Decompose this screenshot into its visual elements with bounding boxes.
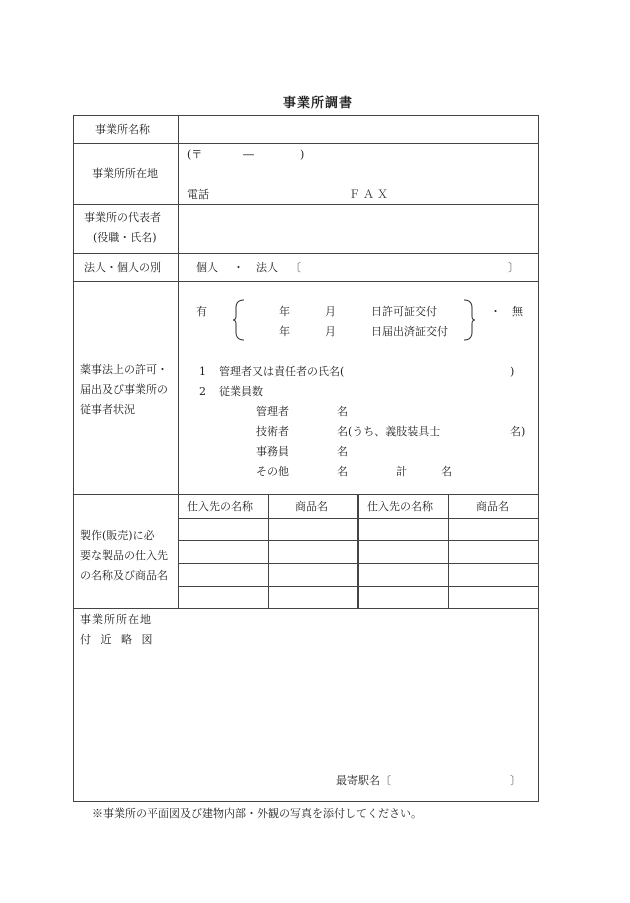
table-border-right [538, 115, 539, 802]
map-label-line1: 事業所所在地 [80, 613, 152, 626]
phone-label: 電話 [187, 188, 209, 201]
address-field[interactable] [180, 160, 536, 184]
total-label: 計 [396, 465, 407, 478]
left-brace-icon [232, 298, 246, 342]
supplier-grid-line [357, 494, 359, 608]
license-label-line1: 薬事法上の許可・ [80, 363, 168, 376]
row-divider [73, 143, 538, 144]
permit-month: 月 [325, 305, 336, 318]
postal-open: (〒 [187, 148, 203, 161]
permit-year: 年 [279, 305, 290, 318]
supplier-label-line2: 要な製品の仕入先 [80, 549, 168, 562]
representative-field[interactable] [180, 206, 536, 252]
product-name-header: 商品名 [476, 500, 509, 513]
business-name-field[interactable] [180, 117, 536, 142]
technician-unit: 名 [337, 425, 348, 438]
supplier-label-line1: 製作(販売)に必 [80, 529, 155, 542]
corporation-option[interactable]: 法人 [256, 261, 278, 274]
manager-label: 管理者 [256, 405, 289, 418]
row-divider [73, 281, 538, 282]
item2-number: 2 [199, 385, 206, 398]
table-border-left [73, 115, 74, 802]
supplier-name-header: 仕入先の名称 [367, 500, 433, 513]
row-divider [73, 608, 538, 609]
manager-unit: 名 [337, 405, 348, 418]
prosthetist-unit: 名) [510, 425, 526, 438]
notify-month: 月 [325, 325, 336, 338]
row-divider [73, 494, 538, 495]
table-border-top [73, 115, 538, 116]
supplier-name-header: 仕入先の名称 [187, 500, 253, 513]
individual-option[interactable]: 個人 [196, 261, 218, 274]
license-yes-option[interactable]: 有 [196, 305, 207, 318]
other-unit: 名 [337, 465, 348, 478]
supplier-label-line3: の名称及び商品名 [80, 569, 168, 582]
right-brace-icon [462, 298, 476, 342]
notify-year: 年 [279, 325, 290, 338]
supplier-grid-line [448, 494, 449, 608]
license-label-line2: 届出及び事業所の [80, 383, 168, 396]
fax-label: ＦＡＸ [349, 188, 391, 201]
entity-separator: ・ [233, 261, 244, 274]
other-label: その他 [256, 465, 289, 478]
clerk-unit: 名 [337, 445, 348, 458]
footnote: ※事業所の平面図及び建物内部・外観の写真を添付してください。 [92, 807, 422, 820]
manager-name-label: 管理者又は責任者の氏名( [219, 365, 345, 378]
map-area[interactable] [180, 612, 536, 762]
representative-sublabel: (役職・氏名) [93, 231, 157, 244]
row-divider [73, 204, 538, 205]
map-label-line2: 付 近 略 図 [80, 633, 156, 646]
nearest-station-close: 〕 [510, 774, 521, 787]
total-unit: 名 [441, 465, 452, 478]
nearest-station-label: 最寄駅名〔 [336, 774, 391, 787]
supplier-grid-line [268, 494, 269, 608]
notify-issued-label: 日届出済証交付 [371, 325, 448, 338]
manager-name-close: ) [510, 365, 515, 378]
prosthetist-label: (うち、義肢装具士 [348, 425, 441, 438]
license-no-option[interactable]: 無 [512, 305, 523, 318]
address-label: 事業所所在地 [92, 167, 158, 180]
item1-number: 1 [199, 365, 206, 378]
label-column-divider [178, 115, 179, 608]
license-dot: ・ [490, 305, 501, 318]
corporation-bracket-open: 〔 [290, 261, 301, 274]
license-label-line3: 従事者状況 [80, 403, 135, 416]
postal-dash: ― [243, 148, 254, 161]
technician-label: 技術者 [256, 425, 289, 438]
corporation-bracket-close: 〕 [508, 261, 519, 274]
row-divider [73, 253, 538, 254]
product-name-header: 商品名 [295, 500, 328, 513]
page-title: 事業所調書 [283, 96, 354, 111]
postal-close: ) [300, 148, 305, 161]
clerk-label: 事務員 [256, 445, 289, 458]
representative-label: 事業所の代表者 [84, 211, 161, 224]
employee-count-label: 従業員数 [219, 385, 263, 398]
entity-type-label: 法人・個人の別 [84, 261, 161, 274]
table-border-bottom [73, 801, 538, 802]
permit-issued-label: 日許可証交付 [371, 305, 437, 318]
business-name-label: 事業所名称 [95, 123, 150, 136]
